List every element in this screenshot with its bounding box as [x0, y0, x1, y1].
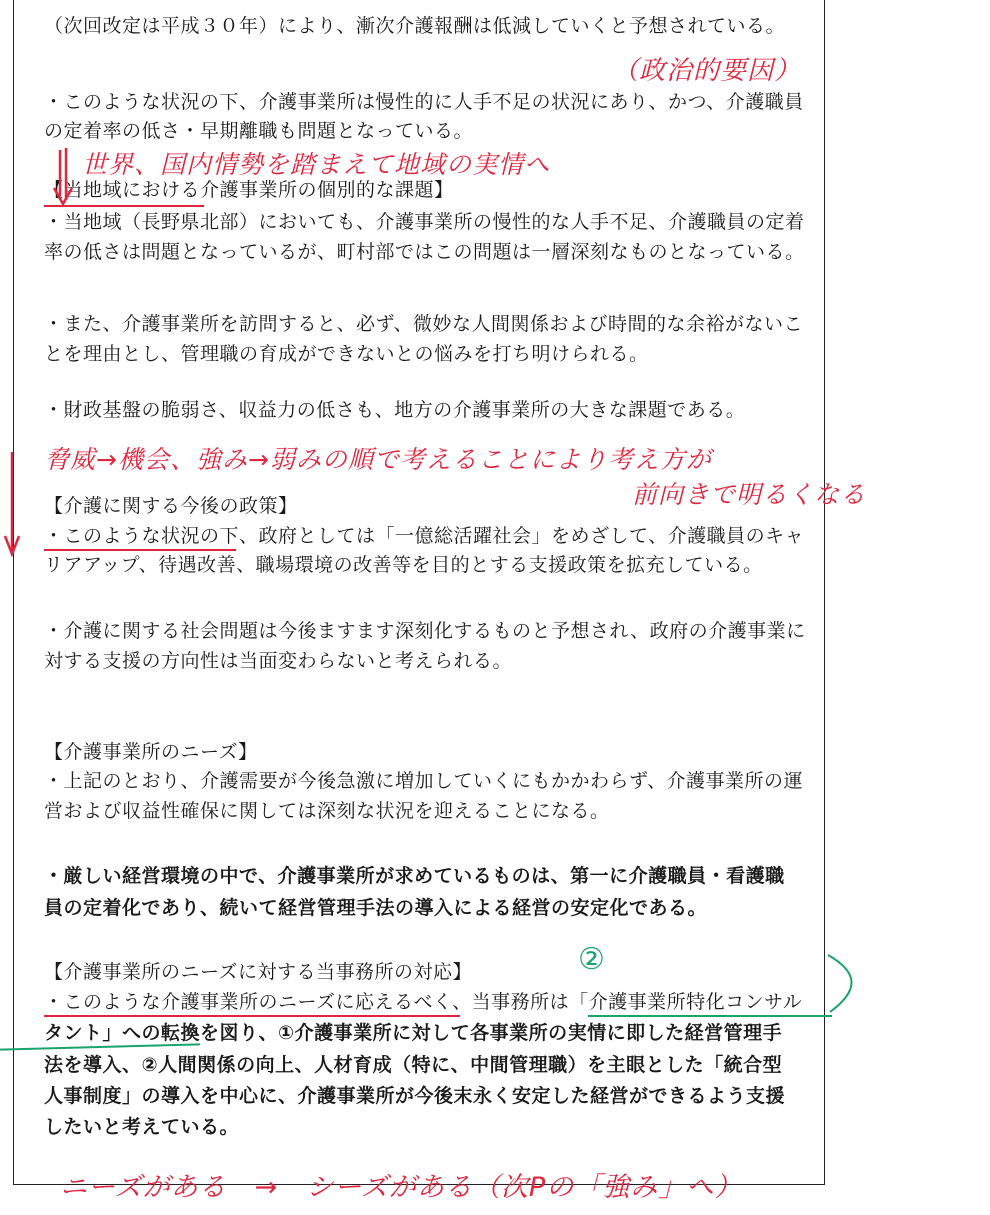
- annotation-positive: 前向きで明るくなる: [632, 480, 867, 509]
- text-line: 営および収益性確保に関しては深刻な状況を迎えることになる。: [44, 800, 610, 822]
- text-line: したいと考えている。: [44, 1116, 240, 1138]
- annotation-circle-two: ②: [578, 942, 605, 977]
- text-line: ・当地域（長野県北部）においても、介護事業所の慢性的な人手不足、介護職員の定着: [44, 211, 805, 233]
- text-line: 法を導入、②人間関係の向上、人材育成（特に、中間管理職）を主眼とした「統合型: [44, 1054, 783, 1076]
- bracket-mark: [828, 955, 852, 1012]
- text-line: 人事制度」の導入を中心に、介護事業所が今後末永く安定した経営ができるよう支援: [44, 1085, 786, 1107]
- text-line: ・このような状況の下、政府としては「一億総活躍社会」をめざして、介護職員のキャ: [44, 525, 805, 547]
- text-line: ・介護に関する社会問題は今後ますます深刻化するものと予想され、政府の介護事業に: [44, 620, 806, 642]
- text-line: 員の定着化であり、続いて経営管理手法の導入による経営の安定化である。: [44, 897, 708, 919]
- annotation-threat-opportunity: 脅威→機会、強み→弱みの順で考えることにより考え方が: [44, 445, 712, 474]
- text-line: とを理由とし、管理職の育成ができないとの悩みを打ち明けられる。: [44, 343, 649, 365]
- text-line: ・厳しい経営環境の中で、介護事業所が求めているものは、第一に介護職員・看護職: [44, 865, 785, 887]
- annotation-political: （政治的要因）: [612, 56, 802, 86]
- text-line: ・また、介護事業所を訪問すると、必ず、微妙な人間関係および時間的な余裕がないこ: [44, 313, 803, 335]
- annotation-needs-seeds: ニーズがある → シーズがある（次Pの「強み」へ）: [60, 1172, 743, 1203]
- text-line: ・このような介護事業所のニーズに応えるべく、当事務所は「介護事業所特化コンサル: [44, 991, 803, 1013]
- text-line: リアアップ、待遇改善、職場環境の改善等を目的とする支援政策を拡充している。: [44, 554, 763, 576]
- text-line: 率の低さは問題となっているが、町村部ではこの問題は一層深刻なものとなっている。: [44, 241, 805, 263]
- text-line: の定着率の低さ・早期離職も問題となっている。: [44, 120, 474, 142]
- section-heading: 【介護事業所のニーズに対する当事務所の対応】: [44, 961, 473, 983]
- text-line: ・財政基盤の脆弱さ、収益力の低さも、地方の介護事業所の大きな課題である。: [44, 399, 746, 421]
- section-heading: 【介護に関する今後の政策】: [44, 495, 298, 517]
- text-line: （次回改定は平成３０年）により、漸次介護報酬は低減していくと予想されている。: [44, 15, 786, 37]
- text-line: 対する支援の方向性は当面変わらないと考えられる。: [44, 650, 513, 672]
- annotation-world-local: 世界、国内情勢を踏まえて地域の実情へ: [82, 150, 551, 179]
- section-heading: 【当地域における介護事業所の個別的な課題】: [44, 179, 454, 201]
- text-line: タント」への転換を図り、①介護事業所に対して各事業所の実情に即した経営管理手: [44, 1022, 783, 1044]
- text-line: ・このような状況の下、介護事業所は慢性的に人手不足の状況にあり、かつ、介護職員: [44, 91, 804, 113]
- text-line: ・上記のとおり、介護需要が今後急激に増加していくにもかかわらず、介護事業所の運: [44, 770, 803, 792]
- section-heading: 【介護事業所のニーズ】: [44, 741, 258, 763]
